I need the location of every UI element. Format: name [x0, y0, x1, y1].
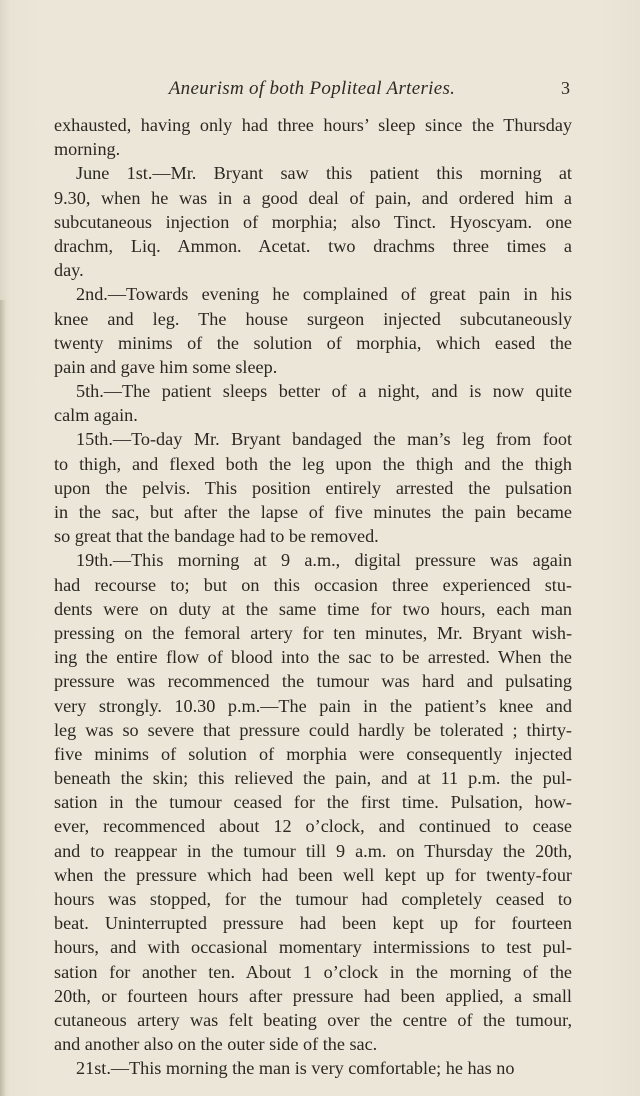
- text-line: June 1st.—Mr. Bryant saw this patient this morning at: [76, 163, 572, 184]
- text-line: morning.: [54, 139, 121, 160]
- text-line: very strongly. 10.30 p.m.—The pain in the patient’s knee and: [54, 695, 572, 716]
- page-number: 3: [561, 78, 570, 98]
- text-line: knee and leg. The house surgeon injected subcutaneously: [54, 308, 572, 329]
- text-line: beat. Uninterrupted pressure had been kept up for fourteen: [54, 913, 572, 934]
- text-line: 19th.—This morning at 9 a.m., digital pressure was again: [76, 550, 572, 571]
- text-line: hours was stopped, for the tumour had completely ceased to: [54, 889, 572, 909]
- text-line: sation in the tumour ceased for the first time. Pulsation, how-: [54, 792, 572, 813]
- text-line: pressing on the femoral artery for ten minutes, Mr. Bryant wish-: [54, 622, 572, 643]
- text-line: ing the entire flow of blood into the sac to be arrested. When the: [54, 647, 572, 668]
- text-line: 15th.—To-day Mr. Bryant bandaged the man’s leg from foot: [76, 429, 572, 450]
- text-line: 20th, or fourteen hours after pressure had been applied, a small: [54, 985, 572, 1006]
- text-line: sation for another ten. About 1 o’clock in the morning of the: [54, 961, 572, 982]
- text-line: dents were on duty at the same time for two hours, each man: [54, 598, 572, 619]
- text-line: 9.30, when he was in a good deal of pain, and ordered him a: [54, 187, 572, 208]
- text-line: 21st.—This morning the man is very comfortable; he has no: [76, 1058, 515, 1079]
- text-line: pressure was recommenced the tumour was hard and pulsating: [54, 671, 572, 692]
- text-line: drachm, Liq. Ammon. Acetat. two drachms three times a: [54, 235, 572, 256]
- text-line: 5th.—The patient sleeps better of a night, and is now quite: [76, 381, 572, 402]
- text-line: cutaneous artery was felt beating over the centre of the tumour,: [54, 1009, 572, 1030]
- running-head: [54, 78, 570, 102]
- text-line: and another also on the outer side of the sac.: [54, 1034, 378, 1055]
- text-line: exhausted, having only had three hours’ sleep since the Thursday: [54, 115, 572, 135]
- text-line: when the pressure which had been well kept up for twenty-four: [54, 864, 572, 885]
- text-line: 2nd.—Towards evening he complained of great pain in his: [76, 284, 572, 305]
- text-line: day.: [54, 260, 84, 281]
- text-line: and to reappear in the tumour till 9 a.m. on Thursday the 20th,: [54, 840, 572, 861]
- text-line: subcutaneous injection of morphia; also Tinct. Hyoscyam. one: [54, 211, 572, 232]
- text-line: in the sac, but after the lapse of five minutes the pain became: [54, 502, 572, 522]
- text-line: ever, recommenced about 12 o’clock, and continued to cease: [54, 816, 572, 837]
- text-line: pain and gave him some sleep.: [54, 356, 278, 377]
- text-line: calm again.: [54, 405, 138, 426]
- text-line: beneath the skin; this relieved the pain, and at 11 p.m. the pul-: [54, 768, 572, 789]
- running-title: Aneurism of both Popliteal Arteries.: [168, 78, 456, 99]
- page-edge-shadow: [0, 300, 6, 1096]
- text-line: five minims of solution of morphia were consequently injected: [54, 743, 572, 764]
- body-text: [54, 113, 572, 1081]
- text-line: twenty minims of the solution of morphia, which eased the: [54, 332, 572, 353]
- text-line: to thigh, and flexed both the leg upon the thigh and the thigh: [54, 453, 572, 474]
- text-line: hours, and with occasional momentary intermissions to test pul-: [54, 937, 572, 958]
- text-line: had recourse to; but on this occasion three experienced stu-: [54, 574, 572, 595]
- text-line: so great that the bandage had to be removed.: [54, 526, 379, 547]
- text-line: leg was so severe that pressure could hardly be tolerated ; thirty-: [54, 719, 572, 740]
- text-line: upon the pelvis. This position entirely arrested the pulsation: [54, 477, 572, 498]
